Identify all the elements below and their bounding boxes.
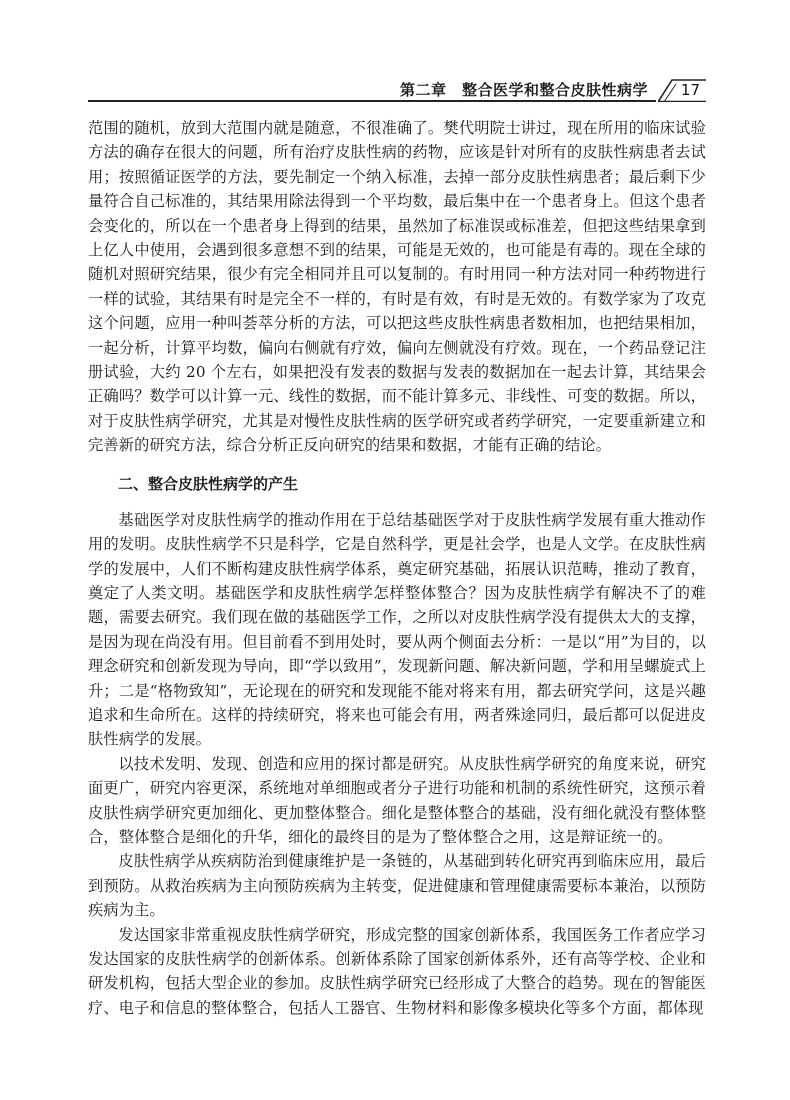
paragraph: 皮肤性病学从疾病防治到健康维护是一条链的，从基础到转化研究再到临床应用，最后到预防。从救治疾病为主向预防疾病为主转变，促进健康和管理健康需要标本兼治，以预防疾病为主。 (88, 852, 706, 920)
header-rule (88, 100, 656, 102)
paragraph: 以技术发明、发现、创造和应用的探讨都是研究。从皮肤性病学研究的角度来说，研究面更广，研究内容更深，系统地对单细胞或者分子进行功能和机制的系统性研究，这预示着皮肤性病学研究更加细化、更加整体整合。细化是整体整合的基础，没有细化就没有整体整合，整体整合是细化的升华，细化的最终目的是为了整体整合之用，这是辩证统一的。 (88, 754, 706, 846)
paragraph-continuation: 范围的随机，放到大范围内就是随意，不很准确了。樊代明院士讲过，现在所用的临床试验方法的确存在很大的问题，所有治疗皮肤性病的药物，应该是针对所有的皮肤性病患者去试用；按照循证医学的方法，要先制定一个纳入标准，去掉一部分皮肤性病患者；最后剩下少量符合自己标准的，其结果用除法得到一个平均数，最后集中在一个患者身上。但这个患者会变化的，所以在一个患者身上得到的结果，虽然加了标准误或标准差，但把这些结果拿到上亿人中使用，会遇到很多意想不到的结果，可能是无效的，也可能是有毒的。现在全球的随机对照研究结果，很少有完全相同并且可以复制的。有时用同一种方法对同一种药物进行一样的试验，其结果有时是完全不一样的，有时是有效，有时是无效的。有数学家为了攻克这个问题，应用一种叫荟萃分析的方法，可以把这些皮肤性病患者数相加，也把结果相加，一起分析，计算平均数，偏向右侧就有疗效，偏向左侧就没有疗效。现在，一个药品登记注册试验，大约 20 个左右，如果把没有发表的数据与发表的数据加在一起去计算，其结果会正确吗？数学可以计算一元、线性的数据，而不能计算多元、非线性、可变的数据。所以，对于皮肤性病学研究，尤其是对慢性皮肤性病的医学研究或者药学研究，一定要重新建立和完善新的研究方法，综合分析正反向研究的结果和数据，才能有正确的结论。 (88, 119, 706, 455)
page-number: 17 (680, 81, 700, 99)
paragraph: 基础医学对皮肤性病学的推动作用在于总结基础医学对于皮肤性病学发展有重大推动作用的发明。皮肤性病学不只是科学，它是自然科学，更是社会学，也是人文学。在皮肤性病学的发展中，人们不断构建皮肤性病学体系，奠定研究基础，拓展认识范畴，推动了教育，奠定了人类文明。基础医学和皮肤性病学怎样整体整合？因为皮肤性病学有解决不了的难题，需要去研究。我们现在做的基础医学工作，之所以对皮肤性病学没有提供太大的支撑，是因为现在尚没有用。但目前看不到用处时，要从两个侧面去分析：一是以“用”为目的，以理念研究和创新发现为导向，即“学以致用”，发现新问题、解决新问题，学和用呈螺旋式上升；二是“格物致知”，无论现在的研究和发现能不能对将来有用，都去研究学问，这是兴趣追求和生命所在。这样的持续研究，将来也可能会有用，两者殊途同归，最后都可以促进皮肤性病学的发展。 (88, 510, 706, 749)
chapter-title: 第二章 整合医学和整合皮肤性病学 (399, 81, 648, 99)
section-heading: 二、整合皮肤性病学的产生 (118, 474, 299, 493)
page-number-tab (658, 78, 706, 102)
paragraph: 发达国家非常重视皮肤性病学研究，形成完整的国家创新体系，我国医务工作者应学习发达国家的皮肤性病学的创新体系。创新体系除了国家创新体系外，还有高等学校、企业和研发机构，包括大型企业的参加。皮肤性病学研究已经形成了大整合的趋势。现在的智能医疗、电子和信息的整体整合，包括人工器官、生物材料和影像多模块化等多个方面，都体现 (88, 925, 706, 1017)
body-text (88, 116, 706, 1020)
running-header (88, 80, 706, 102)
